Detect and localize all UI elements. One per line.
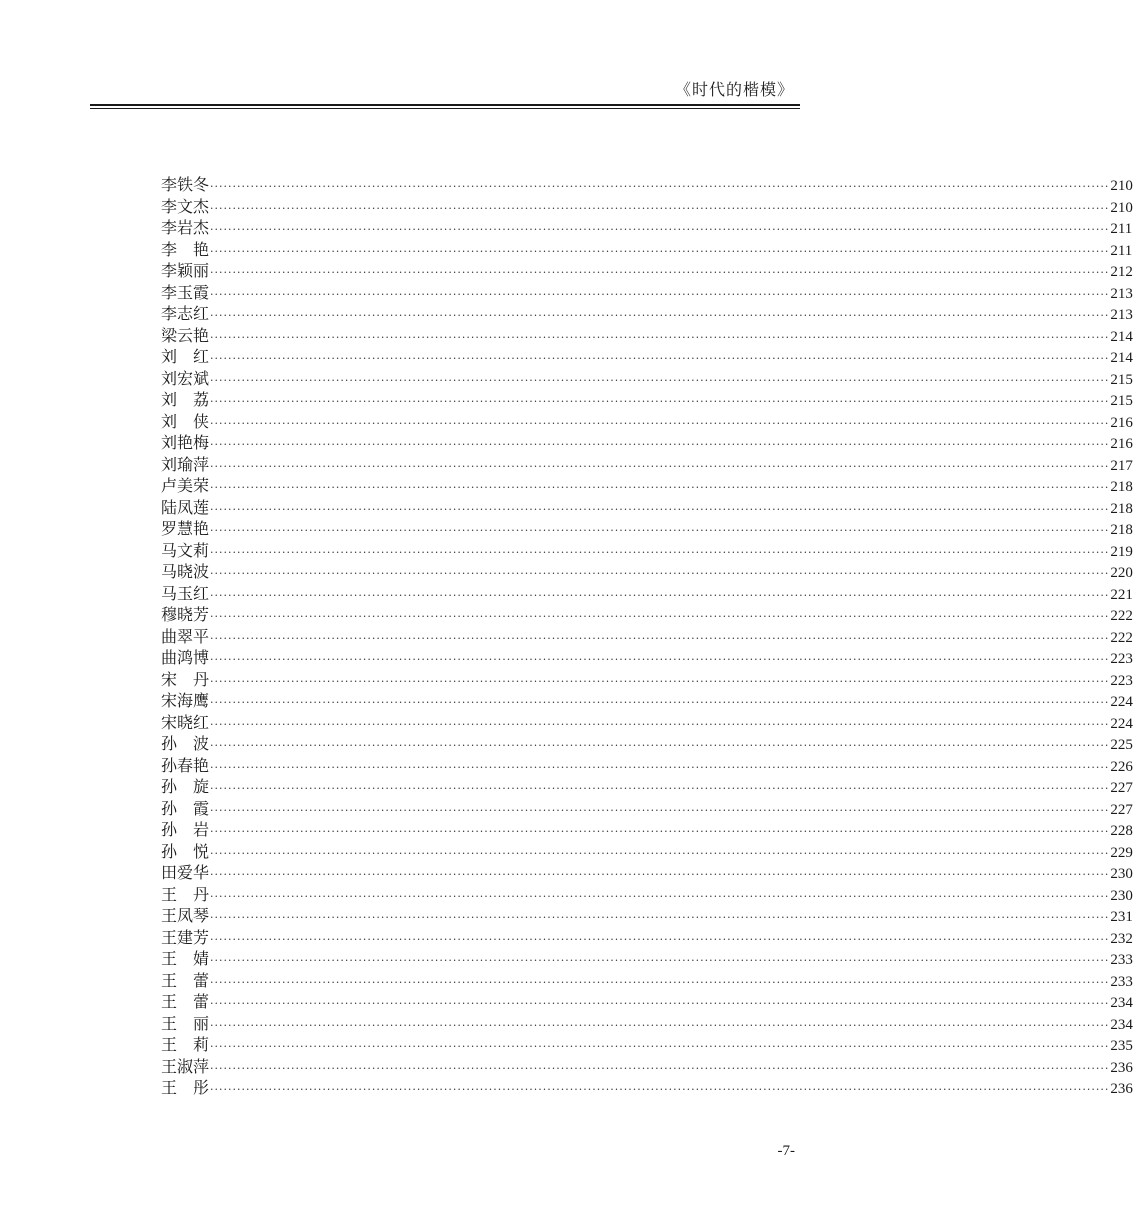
toc-entry-page: 210	[1110, 178, 1133, 194]
dot-leader: ········································································································································································································	[210, 416, 1110, 430]
toc-entry-page: 211	[1110, 242, 1133, 259]
toc-entry-page: 227	[1110, 780, 1133, 796]
toc-entry[interactable]	[161, 991, 1133, 1013]
toc-entry-name: 王 丹	[161, 884, 210, 904]
toc-entry[interactable]	[161, 561, 1133, 583]
toc-entry[interactable]	[161, 733, 1133, 755]
dot-leader: ········································································································································································································	[210, 287, 1110, 301]
toc-entry-page: 227	[1110, 801, 1133, 818]
toc-entry-page: 236	[1110, 1059, 1133, 1076]
toc-entry-page: 231	[1110, 909, 1133, 925]
toc-entry-page: 213	[1110, 307, 1133, 323]
toc-entry-name: 罗慧艳	[161, 519, 210, 538]
toc-entry[interactable]	[161, 368, 1133, 390]
toc-entry-name: 李文杰	[161, 196, 210, 216]
toc-entry-page: 220	[1110, 565, 1133, 581]
toc-entry-name: 刘瑜萍	[161, 454, 210, 474]
toc-entry-page: 215	[1110, 393, 1133, 409]
toc-entry-name: 田爱华	[161, 863, 210, 882]
dot-leader: ········································································································································································································	[210, 223, 1110, 236]
toc-entry[interactable]	[161, 454, 1133, 476]
header-rule	[90, 104, 800, 106]
toc-entry-page: 228	[1110, 823, 1133, 839]
toc-entry-page: 230	[1110, 866, 1133, 882]
dot-leader: ········································································································································································································	[210, 330, 1110, 344]
toc-entry[interactable]	[161, 604, 1133, 626]
dot-leader: ········································································································································································································	[210, 997, 1110, 1010]
dot-leader: ········································································································································································································	[210, 352, 1110, 365]
toc-entry[interactable]	[161, 260, 1133, 282]
toc-entry-page: 218	[1110, 500, 1133, 517]
toc-entry-name: 王 蕾	[161, 970, 210, 990]
toc-entry-name: 马玉红	[161, 583, 210, 603]
dot-leader: ········································································································································································································	[210, 1018, 1110, 1032]
toc-entry-page: 223	[1110, 672, 1133, 689]
toc-entry-name: 宋海鹰	[161, 691, 210, 710]
dot-leader: ········································································································································································································	[210, 631, 1110, 645]
toc-entry[interactable]	[161, 927, 1133, 949]
toc-entry[interactable]	[161, 862, 1133, 884]
toc-entry-page: 213	[1110, 285, 1133, 302]
dot-leader: ········································································································································································································	[210, 1040, 1110, 1053]
toc-entry[interactable]	[161, 626, 1133, 648]
dot-leader: ········································································································································································································	[210, 1083, 1110, 1096]
toc-entry-name: 李志红	[161, 304, 210, 323]
toc-entry-name: 王 蕾	[161, 992, 210, 1011]
dot-leader: ········································································································································································································	[210, 373, 1110, 387]
toc-entry-name: 李玉霞	[161, 282, 210, 302]
dot-leader: ········································································································································································································	[210, 524, 1110, 537]
toc-entry[interactable]	[161, 325, 1133, 347]
dot-leader: ········································································································································································································	[210, 1061, 1110, 1075]
toc-entry[interactable]	[161, 174, 1133, 196]
toc-entry-page: 236	[1110, 1081, 1133, 1097]
toc-entry-page: 223	[1110, 651, 1133, 667]
toc-entry-name: 刘 侠	[161, 411, 210, 431]
dot-leader: ········································································································································································································	[210, 889, 1110, 903]
toc-entry-page: 230	[1110, 887, 1133, 904]
toc-entry[interactable]	[161, 239, 1133, 261]
toc-entry-page: 219	[1110, 543, 1133, 560]
toc-entry-page: 212	[1110, 264, 1133, 280]
toc-entry[interactable]	[161, 905, 1133, 927]
toc-entry[interactable]	[161, 303, 1133, 325]
toc-entry-page: 215	[1110, 371, 1133, 388]
toc-entry[interactable]	[161, 475, 1133, 497]
dot-leader: ········································································································································································································	[210, 782, 1110, 795]
dot-leader: ········································································································································································································	[210, 739, 1110, 752]
toc-entry-page: 226	[1110, 758, 1133, 775]
dot-leader: ········································································································································································································	[210, 846, 1110, 860]
toc-entry-name: 马晓波	[161, 562, 210, 581]
dot-leader: ········································································································································································································	[210, 395, 1110, 408]
toc-entry-page: 229	[1110, 844, 1133, 861]
toc-entry[interactable]	[161, 518, 1133, 540]
dot-leader: ········································································································································································································	[210, 502, 1110, 516]
toc-entry[interactable]	[161, 411, 1133, 433]
header-rule-thin	[90, 108, 800, 109]
toc-entry-name: 陆凤莲	[161, 497, 210, 517]
dot-leader: ········································································································································································································	[210, 244, 1110, 258]
dot-leader: ········································································································································································································	[210, 717, 1110, 731]
toc-entry-page: 214	[1110, 350, 1133, 366]
dot-leader: ········································································································································································································	[210, 932, 1110, 946]
toc-entry-page: 235	[1110, 1038, 1133, 1054]
toc-entry[interactable]	[161, 755, 1133, 777]
dot-leader: ········································································································································································································	[210, 760, 1110, 774]
toc-entry-name: 刘 荔	[161, 390, 210, 409]
toc-entry-page: 221	[1110, 586, 1133, 603]
toc-entry-name: 李 艳	[161, 239, 210, 259]
toc-entry-page: 216	[1110, 414, 1133, 431]
toc-entry-name: 刘艳梅	[161, 433, 210, 452]
toc-entry-name: 王淑萍	[161, 1056, 210, 1076]
toc-entry-page: 224	[1110, 715, 1133, 732]
toc-entry[interactable]	[161, 389, 1133, 411]
toc-entry[interactable]	[161, 1013, 1133, 1035]
dot-leader: ········································································································································································································	[210, 545, 1110, 559]
running-header-title: 《时代的楷模》	[674, 80, 794, 99]
dot-leader: ········································································································································································································	[210, 201, 1110, 215]
toc-entry-page: 233	[1110, 973, 1133, 990]
dot-leader: ········································································································································································································	[210, 653, 1110, 666]
dot-leader: ········································································································································································································	[210, 825, 1110, 838]
dot-leader: ········································································································································································································	[210, 954, 1110, 967]
toc-entry-name: 李颖丽	[161, 261, 210, 280]
toc-entry-name: 孙 波	[161, 734, 210, 753]
toc-entry-name: 孙春艳	[161, 755, 210, 775]
toc-entry-name: 刘宏斌	[161, 368, 210, 388]
dot-leader: ········································································································································································································	[210, 438, 1110, 451]
toc-entry[interactable]	[161, 196, 1133, 218]
toc-entry-name: 曲鸿博	[161, 648, 210, 667]
toc-entry-page: 225	[1110, 737, 1133, 753]
dot-leader: ········································································································································································································	[210, 481, 1110, 494]
toc-entry[interactable]	[161, 970, 1133, 992]
dot-leader: ········································································································································································································	[210, 975, 1110, 989]
dot-leader: ········································································································································································································	[210, 588, 1110, 602]
toc-entry-page: 222	[1110, 629, 1133, 646]
toc-entry-name: 王 丽	[161, 1013, 210, 1033]
dot-leader: ········································································································································································································	[210, 266, 1110, 279]
toc-entry[interactable]	[161, 282, 1133, 304]
dot-leader: ········································································································································································································	[210, 309, 1110, 322]
toc-entry[interactable]	[161, 776, 1133, 798]
toc-entry[interactable]	[161, 948, 1133, 970]
toc-entry-page: 224	[1110, 694, 1133, 710]
dot-leader: ········································································································································································································	[210, 803, 1110, 817]
toc-entry-page: 233	[1110, 952, 1133, 968]
toc-entry-name: 卢美荣	[161, 476, 210, 495]
toc-entry-page: 214	[1110, 328, 1133, 345]
toc-entry[interactable]	[161, 346, 1133, 368]
toc-entry-page: 222	[1110, 608, 1133, 624]
toc-entry[interactable]	[161, 217, 1133, 239]
toc-entry-name: 孙 霞	[161, 798, 210, 818]
toc-entry-name: 孙 旋	[161, 777, 210, 796]
toc-entry-name: 李岩杰	[161, 218, 210, 237]
toc-entry-name: 王 莉	[161, 1035, 210, 1054]
toc-entry-name: 王 婧	[161, 949, 210, 968]
toc-entry[interactable]	[161, 669, 1133, 691]
toc-entry-name: 王 彤	[161, 1078, 210, 1097]
toc-entry-page: 234	[1110, 1016, 1133, 1033]
toc-entry-name: 孙 悦	[161, 841, 210, 861]
dot-leader: ········································································································································································································	[210, 674, 1110, 688]
toc-entry[interactable]	[161, 647, 1133, 669]
toc-entry-name: 曲翠平	[161, 626, 210, 646]
toc-entry[interactable]	[161, 841, 1133, 863]
dot-leader: ········································································································································································································	[210, 696, 1110, 709]
toc-entry-name: 王建芳	[161, 927, 210, 947]
dot-leader: ········································································································································································································	[210, 610, 1110, 623]
toc-entry-name: 宋晓红	[161, 712, 210, 732]
toc-entry[interactable]	[161, 690, 1133, 712]
toc-entry-page: 216	[1110, 436, 1133, 452]
dot-leader: ········································································································································································································	[210, 180, 1110, 193]
toc-entry-name: 宋 丹	[161, 669, 210, 689]
toc-entry-name: 王凤琴	[161, 906, 210, 925]
toc-entry[interactable]	[161, 1056, 1133, 1078]
toc-entry[interactable]	[161, 432, 1133, 454]
toc-entry-page: 218	[1110, 479, 1133, 495]
toc-entry[interactable]	[161, 1034, 1133, 1056]
dot-leader: ········································································································································································································	[210, 567, 1110, 580]
toc-entry-page: 211	[1110, 221, 1133, 237]
toc-entry-page: 217	[1110, 457, 1133, 474]
toc-entry-name: 孙 岩	[161, 820, 210, 839]
toc-entry-name: 梁云艳	[161, 325, 210, 345]
toc-entry-page: 234	[1110, 995, 1133, 1011]
table-of-contents	[161, 174, 1133, 1099]
page-number: -7-	[777, 1143, 795, 1159]
toc-entry[interactable]	[161, 798, 1133, 820]
toc-entry[interactable]	[161, 497, 1133, 519]
dot-leader: ········································································································································································································	[210, 911, 1110, 924]
toc-entry-name: 刘 红	[161, 347, 210, 366]
toc-entry-name: 穆晓芳	[161, 605, 210, 624]
toc-entry-name: 李铁冬	[161, 175, 210, 194]
toc-entry[interactable]	[161, 884, 1133, 906]
toc-entry[interactable]	[161, 583, 1133, 605]
toc-entry-page: 232	[1110, 930, 1133, 947]
toc-entry[interactable]	[161, 712, 1133, 734]
toc-entry[interactable]	[161, 819, 1133, 841]
toc-entry[interactable]	[161, 1077, 1133, 1099]
toc-entry[interactable]	[161, 540, 1133, 562]
dot-leader: ········································································································································································································	[210, 459, 1110, 473]
dot-leader: ········································································································································································································	[210, 868, 1110, 881]
toc-entry-name: 马文莉	[161, 540, 210, 560]
toc-entry-page: 218	[1110, 522, 1133, 538]
toc-entry-page: 210	[1110, 199, 1133, 216]
